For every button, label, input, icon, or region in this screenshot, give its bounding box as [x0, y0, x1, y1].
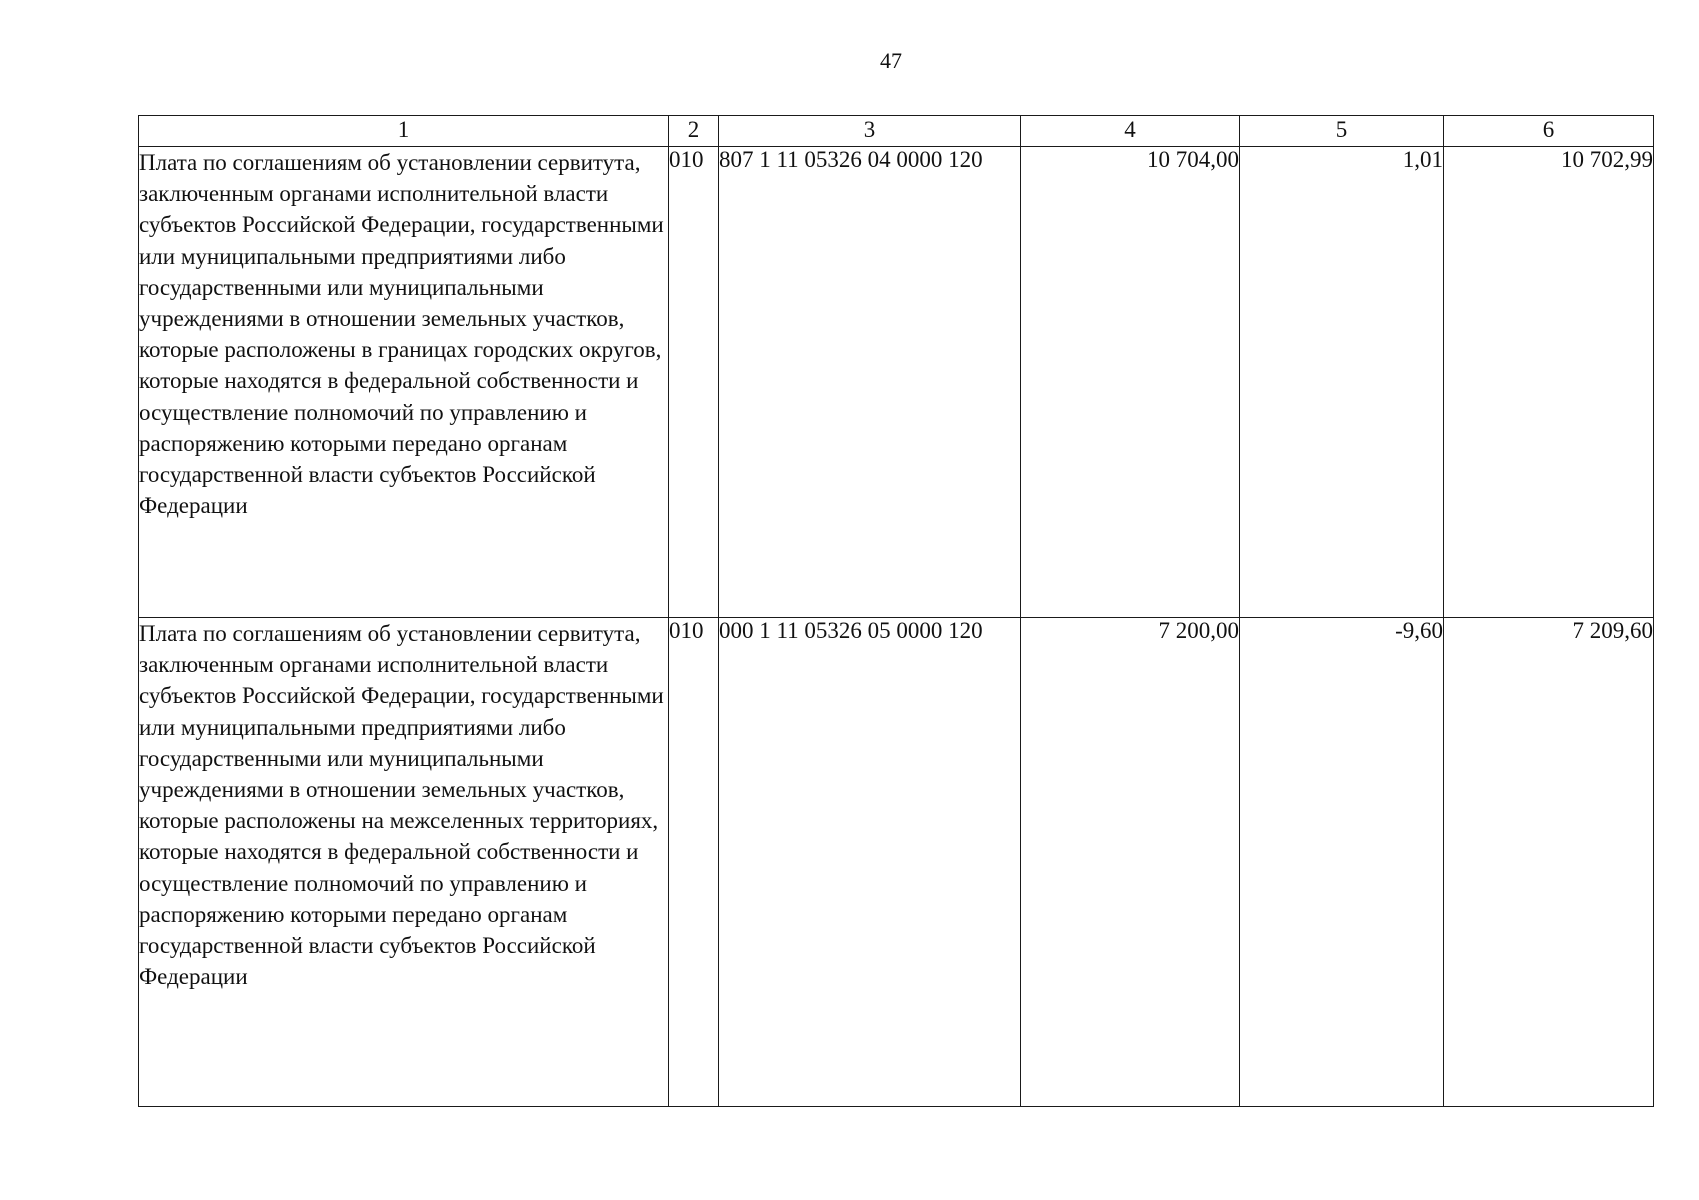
table-row [139, 618, 1654, 1107]
revenue-table [138, 115, 1654, 1107]
amount-col6: 7 209,60 [1444, 618, 1654, 1107]
amount-col6: 10 702,99 [1444, 147, 1654, 618]
amount-col5: 1,01 [1240, 147, 1444, 618]
column-number: 2 [669, 116, 719, 147]
column-number: 1 [139, 116, 669, 147]
column-number: 4 [1021, 116, 1240, 147]
revenue-name: Плата по соглашениям об установлении сервитута, заключенным органами исполнительной власти субъектов Российской Федерации, государственными или муниципальными предприятиями либо государственными или муниципальными учреждениями в отношении земельных участков, которые расположены в границах городских округов, которые находятся в федеральной собственности и осуществление полномочий по управлению и распоряжению которыми передано органам государственной власти субъектов Российской Федерации [139, 147, 669, 618]
column-number: 5 [1240, 116, 1444, 147]
column-number: 3 [719, 116, 1021, 147]
column-number: 6 [1444, 116, 1654, 147]
amount-col5: -9,60 [1240, 618, 1444, 1107]
budget-classification-code: 807 1 11 05326 04 0000 120 [719, 147, 1021, 618]
column-number-row [139, 116, 1654, 147]
amount-col4: 7 200,00 [1021, 618, 1240, 1107]
line-code: 010 [669, 618, 719, 1107]
line-code: 010 [669, 147, 719, 618]
revenue-name: Плата по соглашениям об установлении сервитута, заключенным органами исполнительной власти субъектов Российской Федерации, государственными или муниципальными предприятиями либо государственными или муниципальными учреждениями в отношении земельных участков, которые расположены на межселенных территориях, которые находятся в федеральной собственности и осуществление полномочий по управлению и распоряжению которыми передано органам государственной власти субъектов Российской Федерации [139, 618, 669, 1107]
page-number: 47 [880, 48, 902, 73]
amount-col4: 10 704,00 [1021, 147, 1240, 618]
budget-classification-code: 000 1 11 05326 05 0000 120 [719, 618, 1021, 1107]
table-row [139, 147, 1654, 618]
